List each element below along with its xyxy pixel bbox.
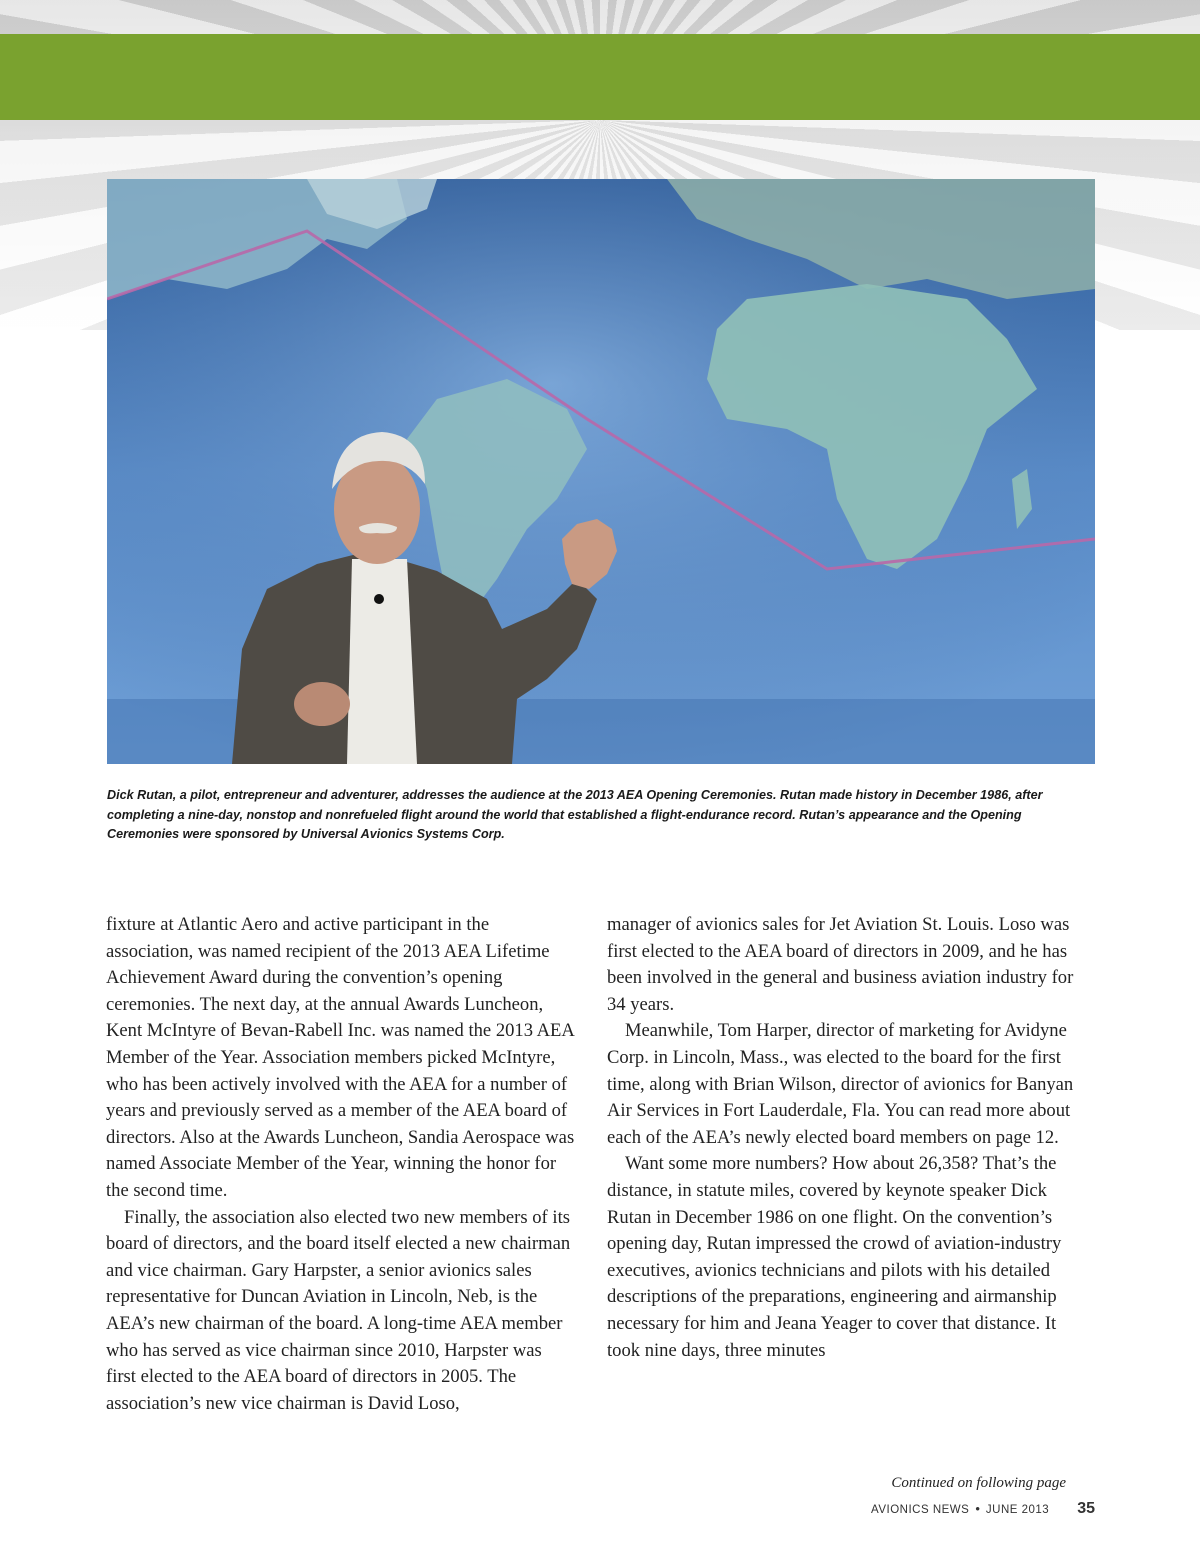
photo-caption: Dick Rutan, a pilot, entrepreneur and adventurer, addresses the audience at the 2013 AEA Opening Ceremonies. Rutan made history in December 1986, after completing a nine-day, nonstop and nonrefueled flight around the world that established a flight-endurance record. Rutan’s appearance and the Opening Ceremonies were sponsored by Universal Avionics Systems Corp. bbox=[107, 788, 1043, 841]
continued-note: Continued on following page bbox=[891, 1475, 1066, 1491]
page-footer bbox=[820, 1500, 1095, 1518]
lapel-microphone bbox=[374, 594, 384, 604]
page-number: 35 bbox=[1077, 1500, 1095, 1517]
paragraph: fixture at Atlantic Aero and active participant in the association, was named recipient of the 2013 AEA Lifetime Achievement Award during the convention’s opening ceremonies. The next day, at the annual Awards Luncheon, Kent McIntyre of Bevan-Rabell Inc. was named the 2013 AEA Member of the Year. Association members picked McIntyre, who has been actively involved with the AEA for a number of years and previously served as a member of the AEA board of directors. Also at the Awards Luncheon, Sandia Aerospace was named Associate Member of the Year, winning the honor for the second time. bbox=[106, 914, 575, 1201]
article-column-right bbox=[607, 912, 1077, 1364]
issue-date: JUNE 2013 bbox=[985, 1504, 1050, 1516]
paragraph: Finally, the association also elected two new members of its board of directors, and the board itself elected a new chairman and vice chairman. Gary Harpster, a senior avionics sales representative for Duncan Aviation in Lincoln, Neb, is the AEA’s new chairman of the board. A long-time AEA member who has served as vice chairman since 2010, Harpster was first elected to the AEA board of directors in 2005. The association’s new vice chairman is David Loso, bbox=[106, 1206, 571, 1414]
paragraph: manager of avionics sales for Jet Aviation St. Louis. Loso was first elected to the AEA board of directors in 2009, and he has been involved in the general and business aviation industry for 34 years. bbox=[607, 914, 1074, 1015]
photo-illustration bbox=[107, 179, 1095, 764]
magazine-name: AVIONICS NEWS bbox=[871, 1504, 970, 1516]
paragraph: Want some more numbers? How about 26,358? That’s the distance, in statute miles, covered by keynote speaker Dick Rutan in December 1986 on one flight. On the convention’s opening day, Rutan impressed the crowd of aviation-industry executives, avionics technicians and pilots with his detailed descriptions of the preparations, engineering and airmanship necessary for him and Jeana Yeager to cover that distance. It took nine days, three minutes bbox=[607, 1153, 1062, 1361]
speaker-lower-hand bbox=[294, 682, 350, 726]
feature-photo bbox=[107, 179, 1095, 764]
article-column-left bbox=[106, 912, 576, 1417]
speaker-shirt bbox=[347, 559, 417, 764]
header-green-band bbox=[0, 34, 1200, 120]
footer-bullet: • bbox=[975, 1501, 980, 1516]
paragraph: Meanwhile, Tom Harper, director of marketing for Avidyne Corp. in Lincoln, Mass., was elected to the board for the first time, along with Brian Wilson, director of avionics for Banyan Air Services in Fort Lauderdale, Fla. You can read more about each of the AEA’s newly elected board members on page 12. bbox=[607, 1020, 1074, 1148]
